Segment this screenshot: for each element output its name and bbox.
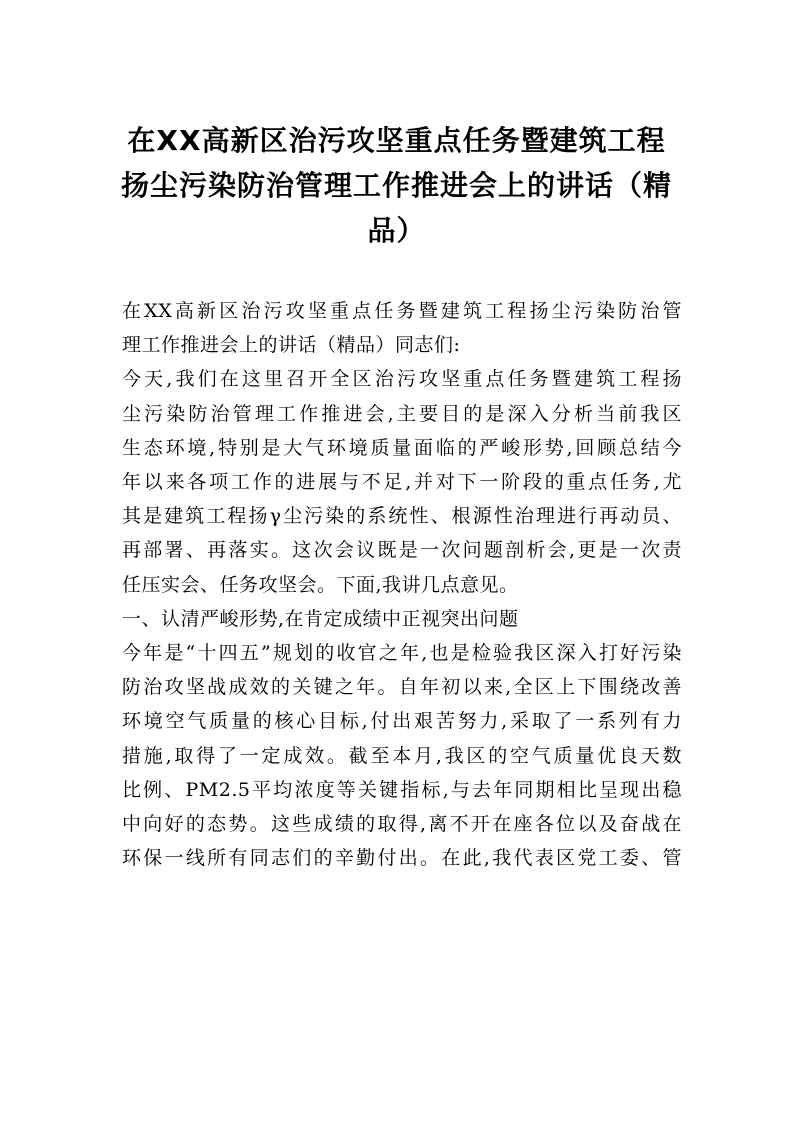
title-line: 在XX高新区治污攻坚重点任务暨建筑工程 bbox=[127, 124, 666, 157]
body-line: 环境空气质量的核心目标,付出艰苦努力,采取了一系列有力 bbox=[122, 710, 682, 733]
body-line: 年以来各项工作的进展与不足,并对下一阶段的重点任务,尤 bbox=[122, 471, 682, 494]
body-line: 中向好的态势。这些成绩的取得,离不开在座各位以及奋战在 bbox=[122, 813, 682, 836]
body-line: 再部署、再落实。这次会议既是一次问题剖析会,更是一次责 bbox=[122, 539, 682, 562]
document-title bbox=[110, 118, 683, 253]
document-body bbox=[122, 294, 682, 875]
body-line: 今年是“十四五”规划的收官之年,也是检验我区深入打好污染 bbox=[122, 642, 682, 665]
body-line: 尘污染防治管理工作推进会,主要目的是深入分析当前我区 bbox=[122, 402, 682, 425]
title-line: 品） bbox=[367, 214, 426, 247]
body-line: 其是建筑工程扬γ尘污染的系统性、根源性治理进行再动员、 bbox=[122, 505, 682, 528]
body-line: 任压实会、任务攻坚会。下面,我讲几点意见。 bbox=[122, 573, 519, 596]
section-heading: 一、认清严峻形势,在肯定成绩中正视突出问题 bbox=[122, 607, 519, 630]
body-line: 理工作推进会上的讲话（精品）同志们: bbox=[122, 334, 461, 357]
body-line: 防治攻坚战成效的关键之年。自年初以来,全区上下围绕改善 bbox=[122, 676, 682, 699]
body-line: 比例、PM2.5平均浓度等关键指标,与去年同期相比呈现出稳 bbox=[122, 778, 682, 801]
body-line: 措施,取得了一定成效。截至本月,我区的空气质量优良天数 bbox=[122, 744, 682, 767]
body-line: 生态环境,特别是大气环境质量面临的严峻形势,回顾总结今 bbox=[122, 436, 682, 459]
body-line: 在XX高新区治污攻坚重点任务暨建筑工程扬尘污染防治管 bbox=[122, 300, 682, 322]
body-line: 今天,我们在这里召开全区治污攻坚重点任务暨建筑工程扬 bbox=[122, 368, 682, 391]
title-line: 扬尘污染防治管理工作推进会上的讲话（精 bbox=[120, 169, 672, 202]
body-line: 环保一线所有同志们的辛勤付出。在此,我代表区党工委、管 bbox=[122, 847, 682, 870]
